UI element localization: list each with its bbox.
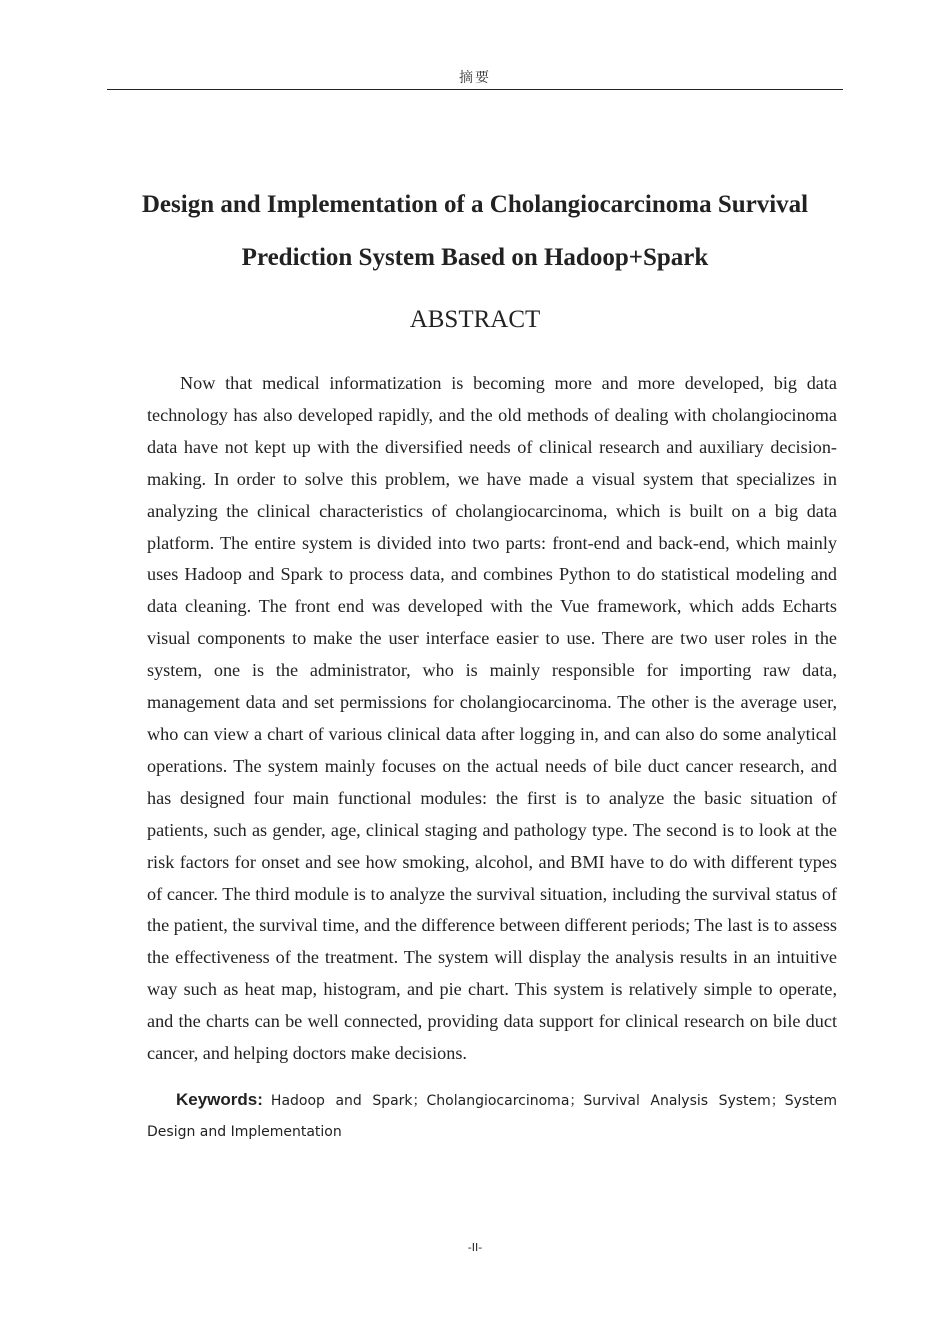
- running-header: 摘要: [459, 70, 491, 86]
- title-line-1: Design and Implementation of a Cholangiocarcinoma Survival: [141, 191, 809, 218]
- title-line-2: Prediction System Based on Hadoop+Spark: [241, 244, 709, 271]
- keywords-text: Hadoop and Spark；Cholangiocarcinoma；Survival Analysis System；System Design and Implementation: [147, 1093, 837, 1140]
- header-rule: [107, 89, 843, 90]
- keywords-paragraph: [147, 1084, 837, 1148]
- page-number: -II-: [467, 1241, 483, 1254]
- paper-title: [107, 178, 843, 284]
- keywords-label: Keywords:: [176, 1090, 263, 1109]
- abstract-heading: ABSTRACT: [409, 306, 541, 333]
- abstract-body: Now that medical informatization is becoming more and more developed, big data technology has also developed rapidly, and the old methods of dealing with cholangiocinoma data have not kept up with the diversified needs of clinical research and auxiliary decision-making. In order to solve this problem, we have made a visual system that specializes in analyzing the clinical characteristics of cholangiocarcinoma, which is built on a big data platform. The entire system is divided into two parts: front-end and back-end, which mainly uses Hadoop and Spark to process data, and combines Python to do statistical modeling and data cleaning. The front end was developed with the Vue framework, which adds Echarts visual components to make the user interface easier to use. There are two user roles in the system, one is the administrator, who is mainly responsible for importing raw data, management data and set permissions for cholangiocarcinoma. The other is the average user, who can view a chart of various clinical data after logging in, and can also do some analytical operations. The system mainly focuses on the actual needs of bile duct cancer research, and has designed four main functional modules: the first is to analyze the basic situation of patients, such as gender, age, clinical staging and pathology type. The second is to look at the risk factors for onset and see how smoking, alcohol, and BMI have to do with different types of cancer. The third module is to analyze the survival situation, including the survival status of the patient, the survival time, and the difference between different periods; The last is to assess the effectiveness of the treatment. The system will display the analysis results in an intuitive way such as heat map, histogram, and pie chart. This system is relatively simple to operate, and the charts can be well connected, providing data support for clinical research on bile duct cancer, and helping doctors make decisions.: [147, 373, 837, 1064]
